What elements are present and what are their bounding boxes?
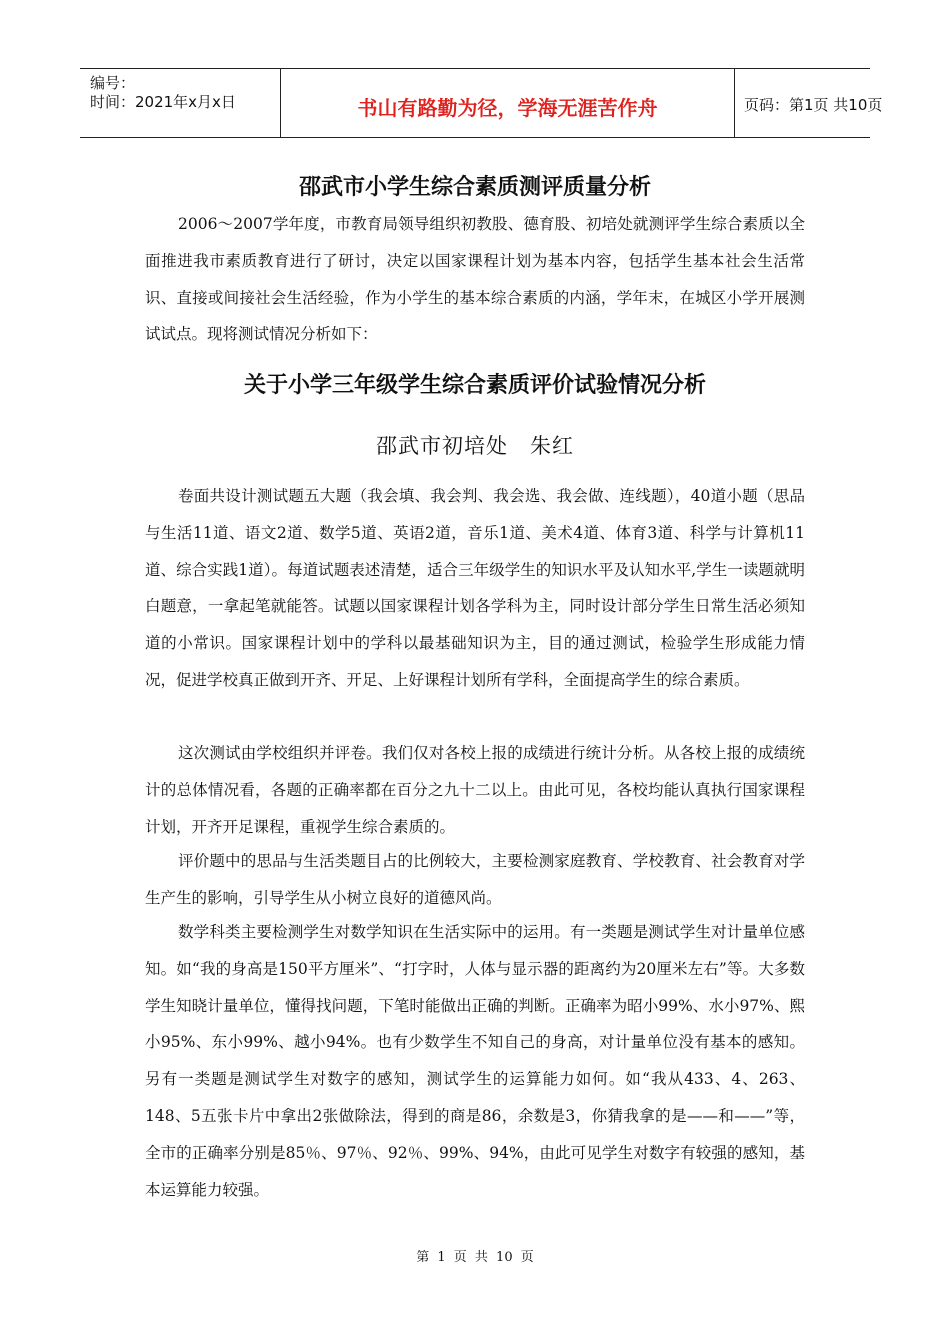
header-page-number: 页码：第1页 共10页 <box>744 96 883 114</box>
header-motto: 书山有路勤为径，学海无涯苦作舟 <box>357 96 658 120</box>
body-paragraph: 卷面共设计测试题五大题（我会填、我会判、我会选、我会做、连线题），40道小题（思品与生活11道、语文2道、数学5道、英语2道，音乐1道、美术4道、体育3道、科学与计算机11道、综合实践1道）。每道试题表述清楚，适合三年级学生的知识水平及认知水平,学生一读题就明白题意，一拿起笔就能答。试题以国家课程计划各学科为主，同时设计部分学生日常生活必须知道的小常识。国家课程计划中的学科以最基础知识为主，目的通过测试，检验学生形成能力情况，促进学校真正做到开齐、开足、上好课程计划所有学科，全面提高学生的综合素质。 <box>145 487 805 689</box>
page-footer: 第 1 页 共 10 页 <box>416 1250 534 1265</box>
body-paragraph: 评价题中的思品与生活类题目占的比例较大，主要检测家庭教育、学校教育、社会教育对学生产生的影响，引导学生从小树立良好的道德风尚。 <box>145 852 805 907</box>
header-motto-cell <box>280 69 735 137</box>
author-line: 邵武市初培处 朱红 <box>376 434 574 458</box>
section-title: 关于小学三年级学生综合素质评价试验情况分析 <box>243 372 706 398</box>
body-paragraph: 数学科类主要检测学生对数学知识在生活实际中的运用。有一类题是测试学生对计量单位感知。如“我的身高是150平方厘米”、“打字时，人体与显示器的距离约为20厘米左右”等。大多数学生知晓计量单位，懂得找问题，下笔时能做出正确的判断。正确率为昭小99%、水小97%、熙小95%、东小99%、越小94%。也有少数学生不知自己的身高，对计量单位没有基本的感知。另有一类题是测试学生对数字的感知，测试学生的运算能力如何。如“我从433、4、263、148、5五张卡片中拿出2张做除法，得到的商是86，余数是3，你猜我拿的是——和——”等，全市的正确率分别是85％、97％、92％、99%、94%，由此可见学生对数字有较强的感知，基本运算能力较强。 <box>145 923 805 1199</box>
document-number-label: 编号： <box>90 74 136 92</box>
body-paragraph: 这次测试由学校组织并评卷。我们仅对各校上报的成绩进行统计分析。从各校上报的成绩统计的总体情况看，各题的正确率都在百分之九十二以上。由此可见，各校均能认真执行国家课程计划，开齐开足课程，重视学生综合素质的。 <box>145 744 805 836</box>
document-title: 邵武市小学生综合素质测评质量分析 <box>298 174 651 200</box>
intro-paragraph: 2006～2007学年度，市教育局领导组织初教股、德育股、初培处就测评学生综合素质以全面推进我市素质教育进行了研讨，决定以国家课程计划为基本内容，包括学生基本社会生活常识、直接或间接社会生活经验，作为小学生的基本综合素质的内涵，学年末，在城区小学开展测试试点。现将测试情况分析如下： <box>145 215 805 344</box>
document-time-label: 时间：2021年x月x日 <box>90 93 236 111</box>
page-header <box>80 68 883 138</box>
header-info-cell <box>80 69 280 137</box>
header-page-cell <box>734 69 883 137</box>
